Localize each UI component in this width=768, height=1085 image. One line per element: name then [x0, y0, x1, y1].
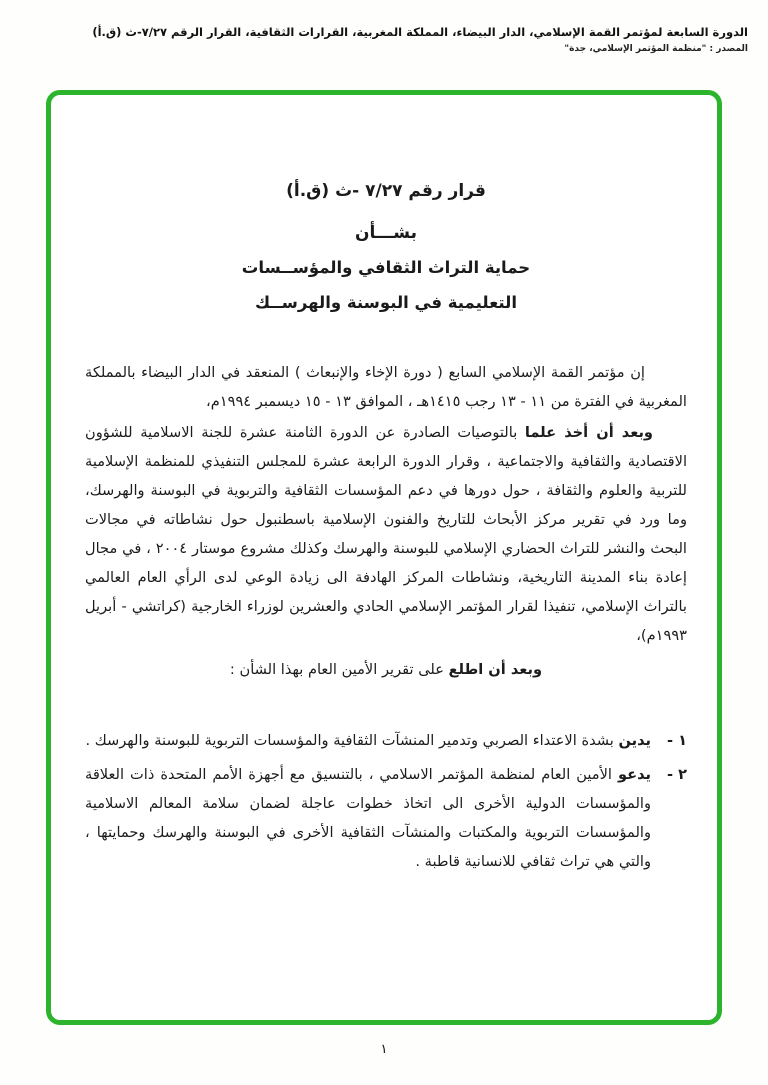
resolution-body — [51, 95, 717, 876]
paragraph-text: بالتوصيات الصادرة عن الدورة الثامنة عشرة للجنة الاسلامية للشؤون الاقتصادية والثقافية والاجتماعية ، وقرار الدورة الرابعة عشرة للمجلس التنفيذي للمنظمة الإسلامية للتربية والعلوم والثقافة ، حول دورها في دعم المؤسسات الثقافية والتربوية في البوسنة والهرسك، وما ورد في تقرير مركز الأبحاث للتاريخ والفنون الإسلامية باسطنبول حول نشاطاته في مجالات البحث والنشر للتراث الحضاري الإسلامي للبوسنة والهرسك وكذلك مشروع موستار ٢٠٠٤ ، في مجال إعادة بناء المدينة التاريخية، ونشاطات المركز الهادفة الى زيادة الوعي لدى الرأي العام العالمي بالتراث الإسلامي، تنفيذا لقرار المؤتمر الإسلامي الحادي والعشرين لوزراء الخارجية (كراتشي - أبريل ١٩٩٣م)، — [85, 424, 687, 644]
list-item-1 — [85, 726, 687, 755]
document-frame — [46, 90, 722, 1025]
document-header — [20, 25, 748, 54]
item-number-2: ٢ - — [666, 766, 687, 783]
item-lead-1: يدين — [618, 732, 651, 749]
item-text-2: الأمين العام لمنظمة المؤتمر الاسلامي ، بالتنسيق مع أجهزة الأمم المتحدة ذات العلاقة والمؤسسات الدولية الأخرى الى اتخاذ خطوات عاجلة لضمان سلامة المعالم الاسلامية والمؤسسات التربوية والمكتبات والمنشآت الثقافية الأخرى في البوسنة والهرسك وحمايتها ، والتي هي تراث ثقافي للانسانية قاطبة . — [85, 766, 651, 870]
page-number: ١ — [380, 1042, 388, 1057]
resolution-subject-line2: التعليمية في البوسنة والهرســك — [255, 293, 517, 312]
preamble-paragraph-1 — [85, 358, 687, 416]
resolution-number: قرار رقم ٧/٢٧ -ث (ق.أ) — [286, 181, 486, 201]
resolution-subject-label: بشـــأن — [354, 223, 417, 243]
list-item-2 — [85, 760, 687, 876]
header-source: المصدر : "منظمة المؤتمر الإسلامي، جدة" — [564, 44, 748, 54]
preamble-paragraph-3 — [85, 655, 687, 684]
item-number-1: ١ - — [666, 732, 687, 749]
item-content-1 — [85, 726, 651, 755]
header-title: الدورة السابعة لمؤتمر القمة الإسلامي، الدار البيضاء، المملكة المغربية، القرارات الثقافية، القرار الرقم ٧/٢٧-ث (ق.أ) — [92, 25, 748, 39]
paragraph-text: على تقرير الأمين العام بهذا الشأن : — [229, 661, 444, 678]
paragraph-lead: وبعد أن اطلع — [448, 661, 543, 678]
operative-list — [85, 726, 687, 876]
item-text-1: بشدة الاعتداء الصربي وتدمير المنشآت الثقافية والمؤسسات التربوية للبوسنة والهرسك . — [85, 732, 614, 749]
item-lead-2: يدعو — [617, 766, 651, 783]
resolution-subject-line1: حماية التراث الثقافي والمؤســسات — [241, 258, 531, 277]
resolution-title-block — [85, 181, 687, 312]
paragraph-lead: وبعد أن أخذ علما — [524, 424, 654, 441]
preamble-paragraph-2 — [85, 418, 687, 650]
item-content-2 — [85, 760, 651, 876]
paragraph-text: إن مؤتمر القمة الإسلامي السابع ( دورة الإخاء والإنبعاث ) المنعقد في الدار البيضاء بالمملكة المغربية في الفترة من ١١ - ١٣ رجب ١٤١٥هـ ، الموافق ١٣ - ١٥ ديسمبر ١٩٩٤م، — [85, 364, 687, 410]
